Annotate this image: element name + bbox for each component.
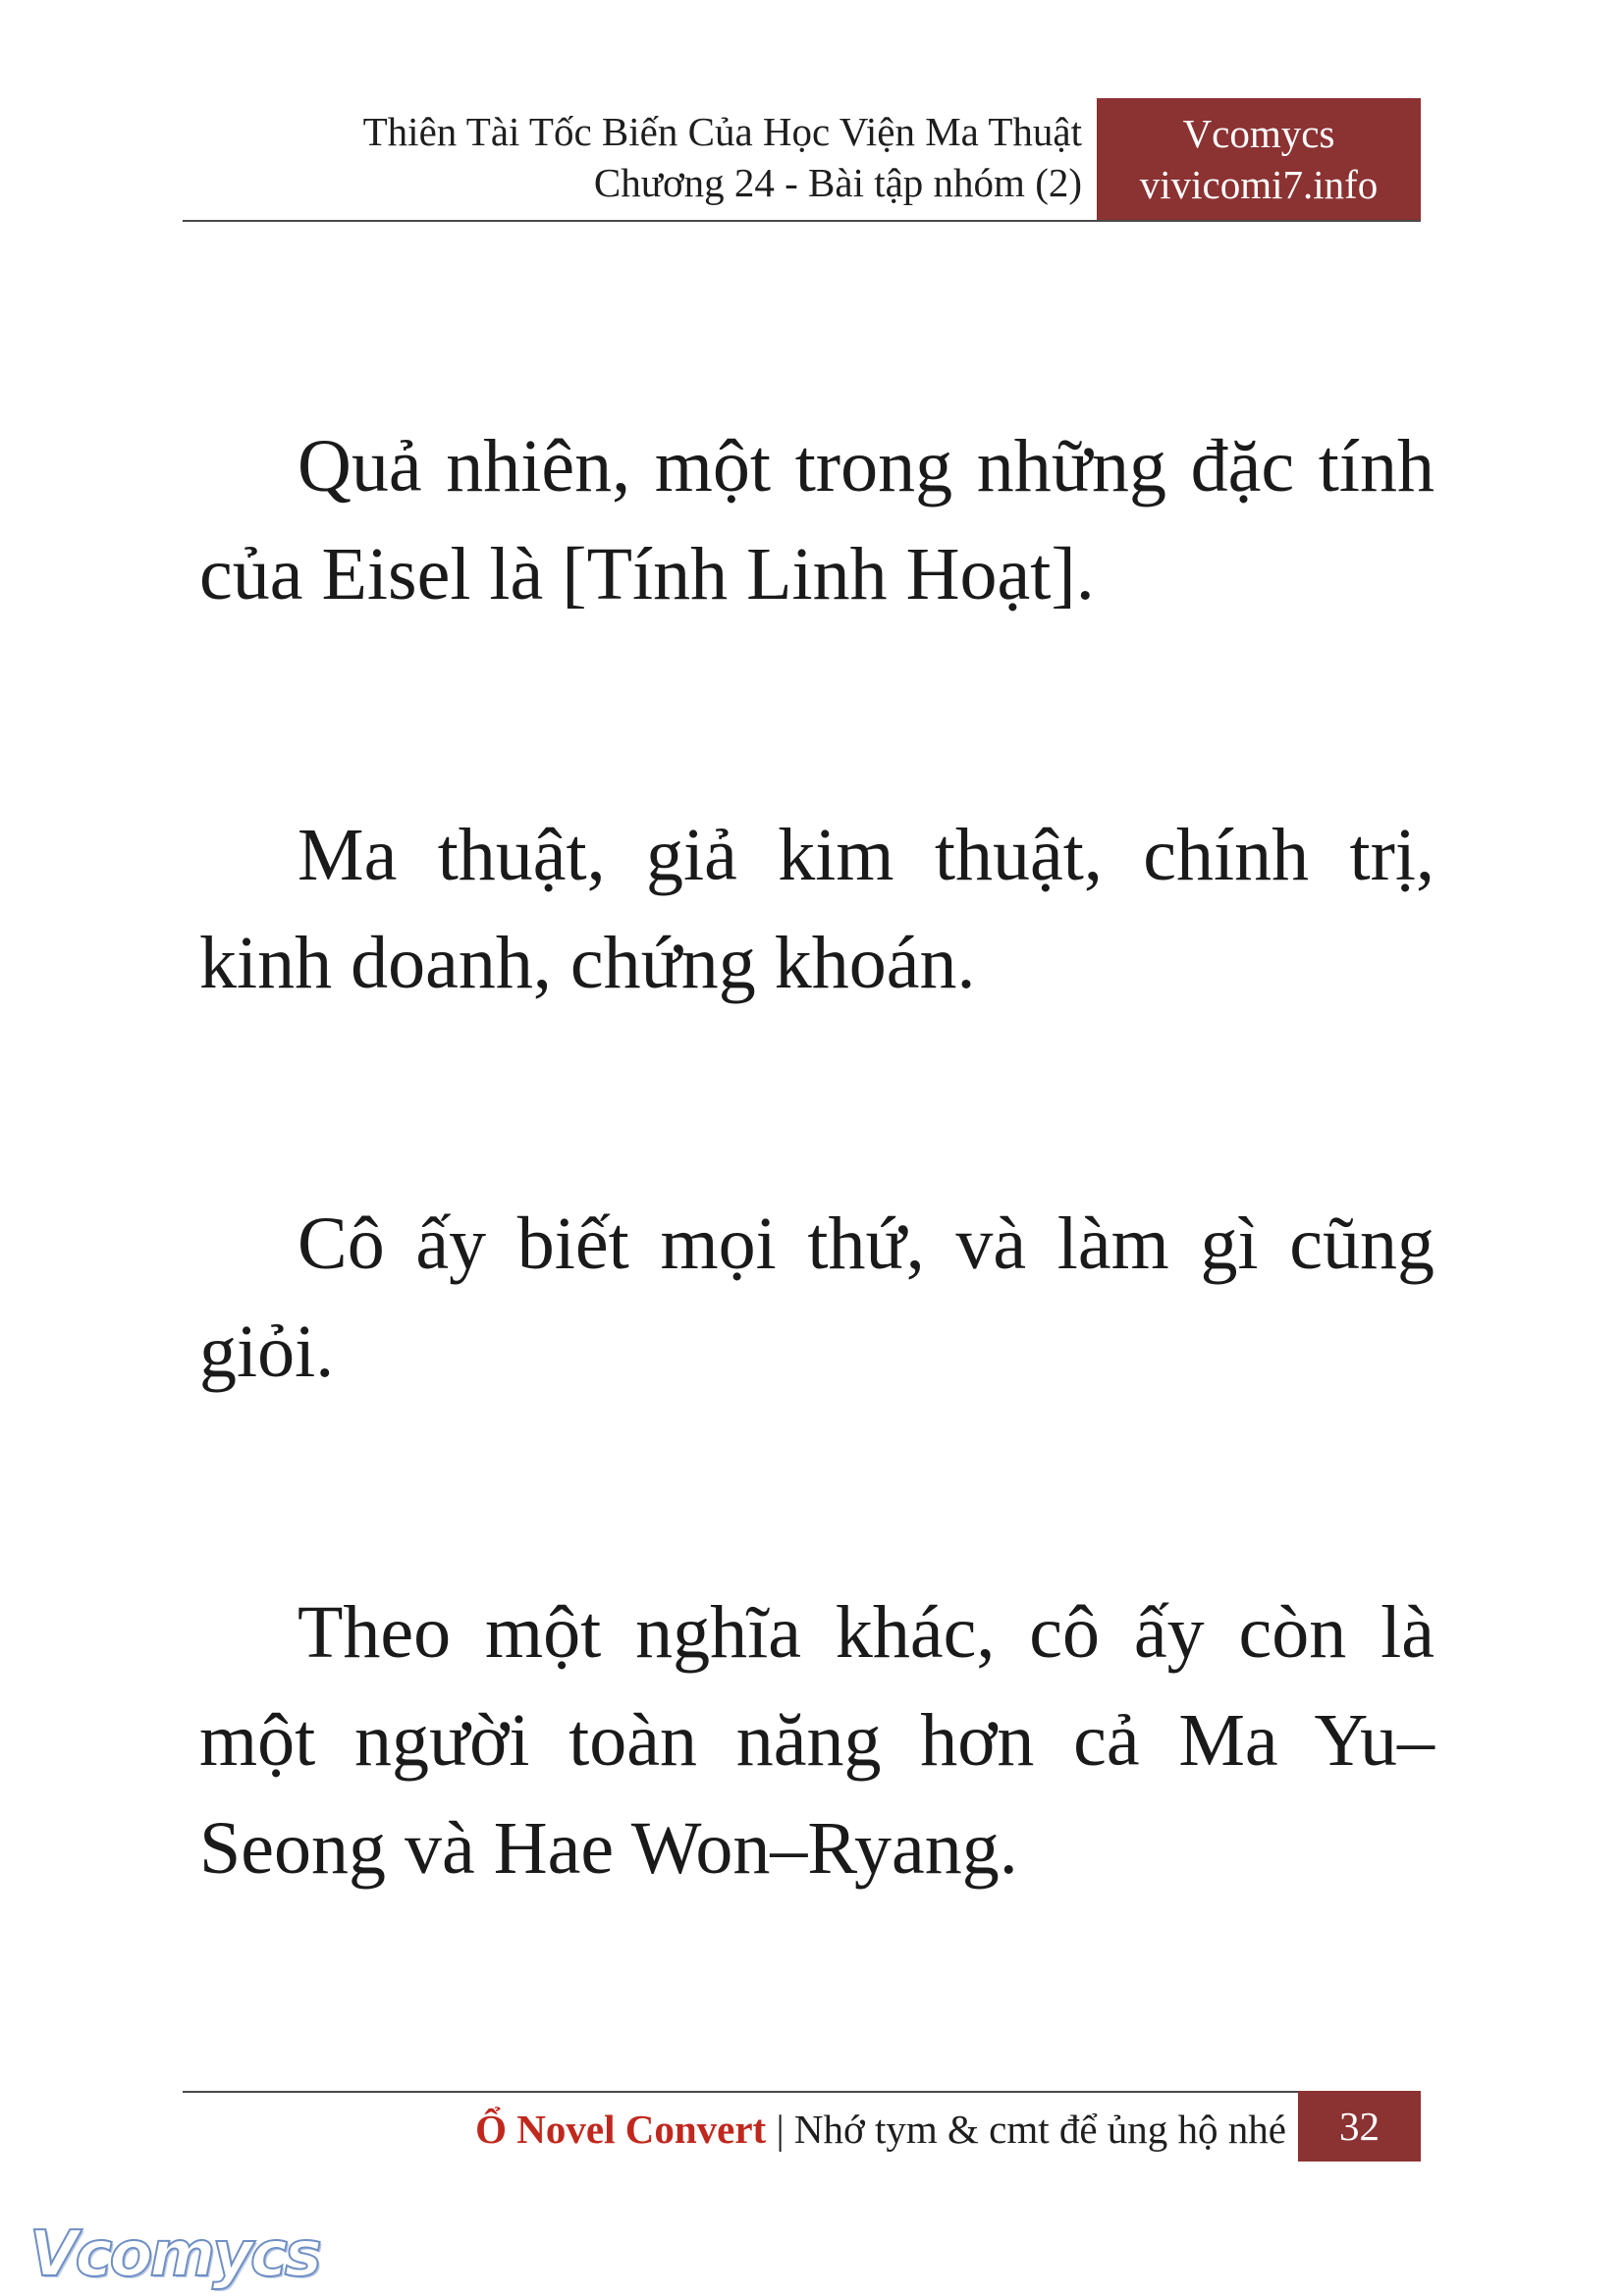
page-content (199, 412, 1435, 2075)
footer-message: Nhớ tym & cmt để ủng hộ nhé (793, 2107, 1286, 2152)
book-title: Thiên Tài Tốc Biến Của Học Viện Ma Thuật (362, 109, 1082, 154)
footer-divider (183, 2091, 1421, 2093)
site-badge (1097, 98, 1421, 220)
footer-brand: Ổ Novel Convert (475, 2107, 767, 2152)
paragraph: Quả nhiên, một trong những đặc tính của Eisel là [Tính Linh Hoạt]. (199, 425, 1435, 615)
site-name: Vcomycs (1182, 111, 1335, 156)
watermark-logo: Vcomycs (29, 2218, 319, 2291)
paragraph: Theo một nghĩa khác, cô ấy còn là một người toàn năng hơn cả Ma Yu–Seong và Hae Won–Ryang. (199, 1591, 1435, 1890)
paragraph: Cô ấy biết mọi thứ, và làm gì cũng giỏi. (199, 1202, 1435, 1393)
header-divider (183, 220, 1421, 222)
footer-credit (183, 2104, 1286, 2155)
footer-separator: | (766, 2107, 794, 2152)
paragraph: Ma thuật, giả kim thuật, chính trị, kinh doanh, chứng khoán. (199, 814, 1435, 1004)
chapter-title: Chương 24 - Bài tập nhóm (2) (593, 160, 1082, 205)
page-number: 32 (1298, 2091, 1421, 2162)
running-header (183, 106, 1082, 208)
site-url: vivicomi7.info (1139, 162, 1379, 207)
